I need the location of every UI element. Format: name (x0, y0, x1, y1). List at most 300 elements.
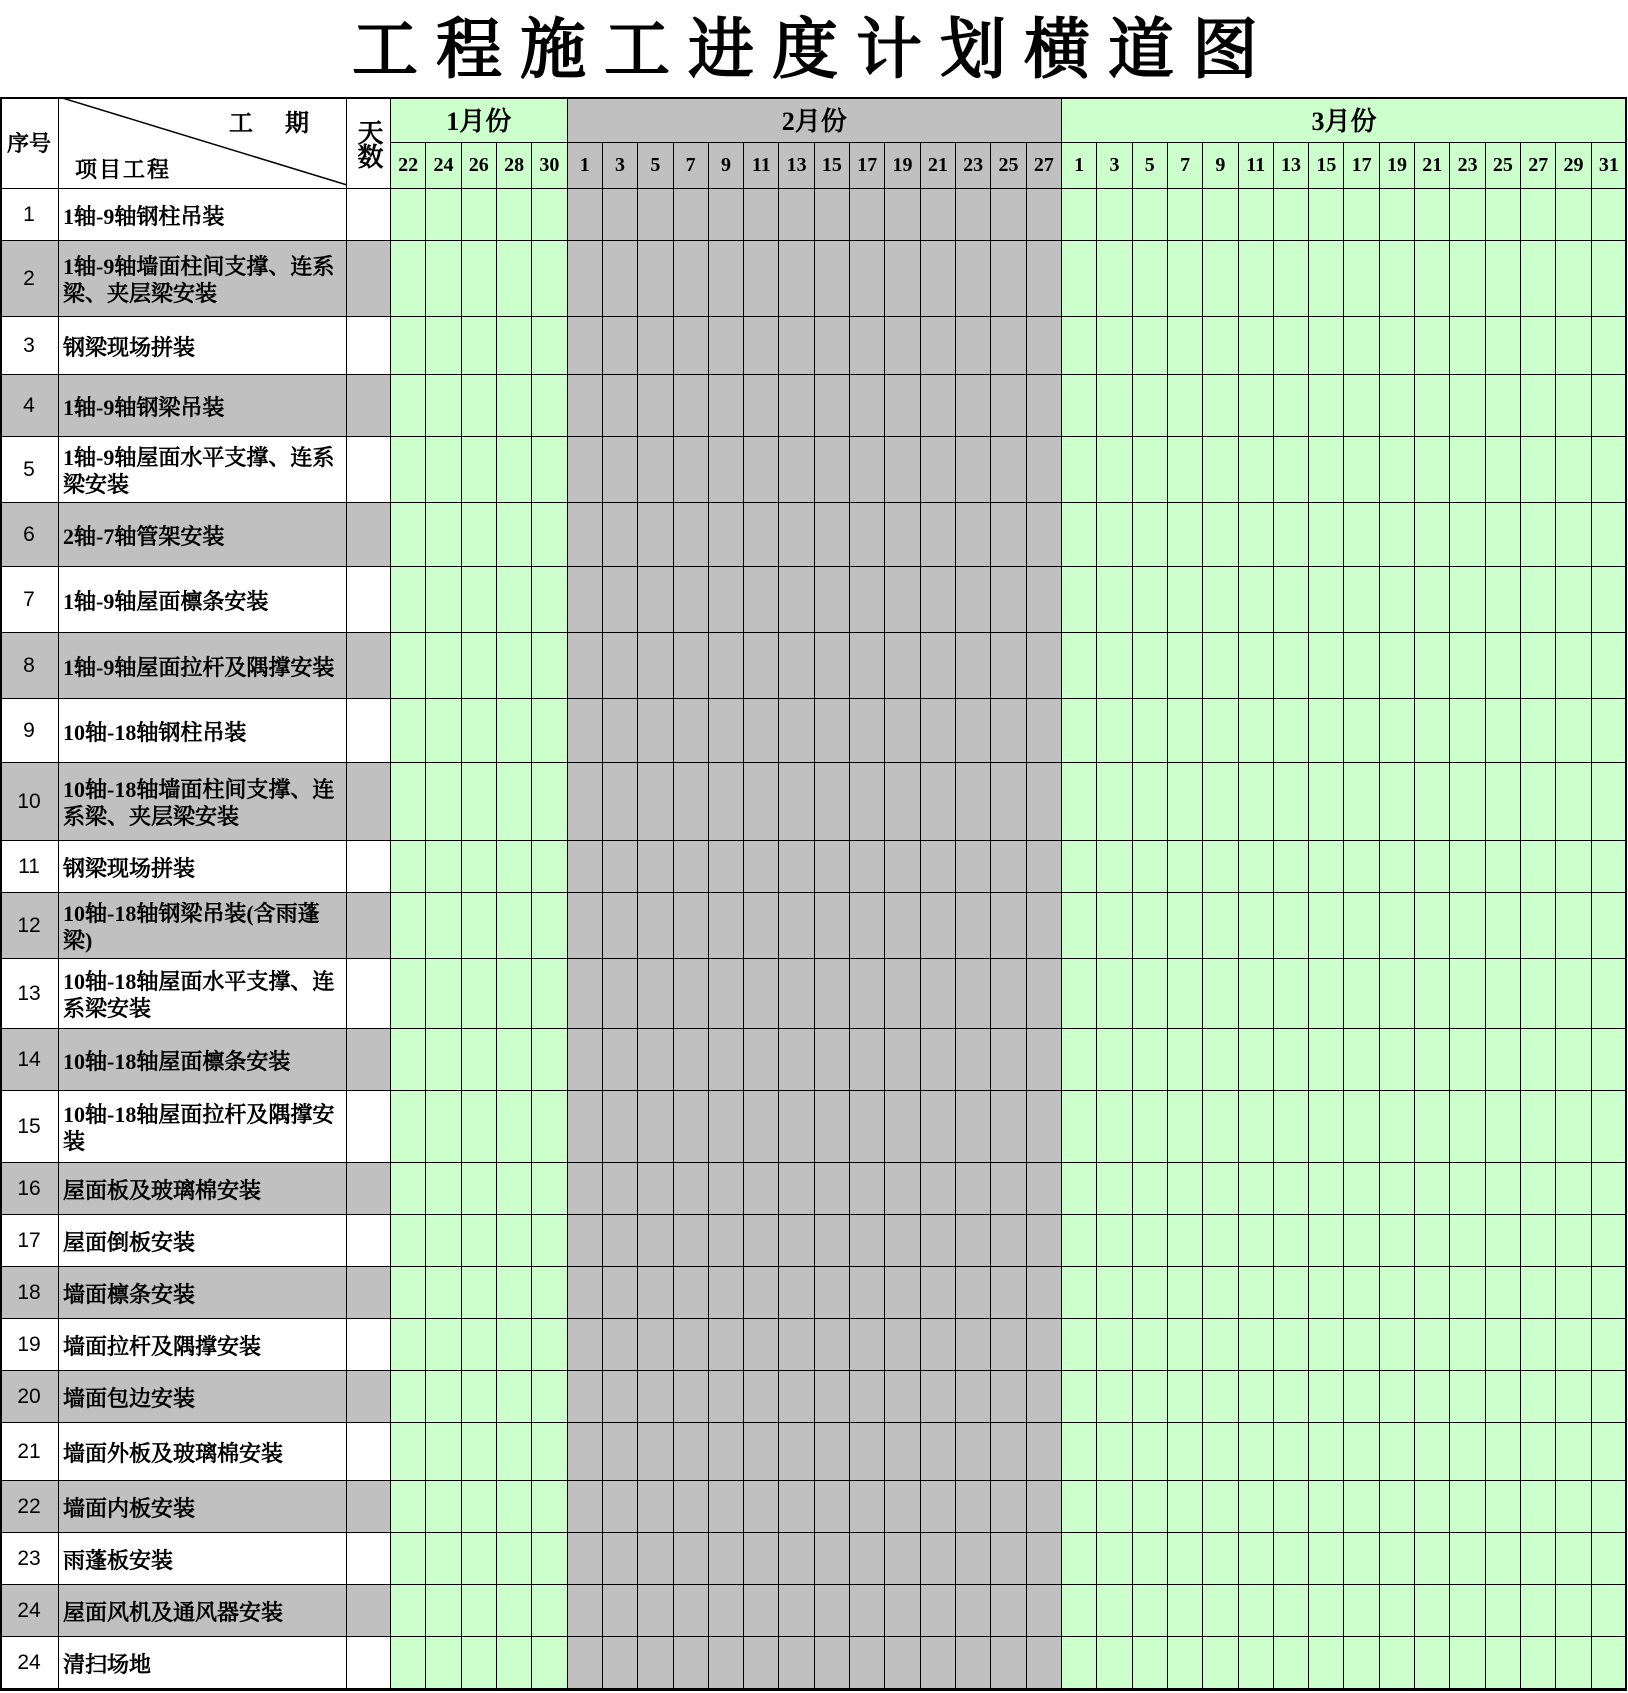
gantt-cell (1027, 1533, 1062, 1585)
row-seq-label: 24 (17, 1650, 41, 1674)
gantt-cell (497, 1215, 532, 1267)
gantt-cell (1521, 189, 1556, 241)
row-task (59, 1029, 347, 1091)
gantt-cell (462, 633, 497, 699)
gantt-cell (603, 375, 638, 437)
gantt-cell (709, 1267, 744, 1319)
gantt-cell (1592, 841, 1627, 893)
gantt-cell (850, 633, 885, 699)
gantt-cell (1450, 1267, 1485, 1319)
gantt-cell (1592, 633, 1627, 699)
gantt-cell (991, 375, 1026, 437)
gantt-cell (1450, 1637, 1485, 1689)
day-header (1592, 143, 1627, 189)
gantt-cell (1556, 503, 1591, 567)
gantt-cell (1486, 1215, 1521, 1267)
gantt-cell (1309, 1637, 1344, 1689)
gantt-cell (462, 763, 497, 841)
gantt-cell (1168, 1267, 1203, 1319)
gantt-cell (815, 959, 850, 1029)
gantt-cell (1274, 1267, 1309, 1319)
row-seq-label: 4 (23, 393, 35, 417)
gantt-cell (426, 1029, 461, 1091)
gantt-cell (1168, 763, 1203, 841)
row-task-label: 清扫场地 (63, 1651, 152, 1677)
gantt-cell (709, 959, 744, 1029)
gantt-cell (1027, 241, 1062, 317)
gantt-cell (532, 189, 567, 241)
gantt-cell (1062, 1533, 1097, 1585)
gantt-cell (815, 1267, 850, 1319)
gantt-cell (1239, 503, 1274, 567)
row-task (59, 1215, 347, 1267)
day-header-label: 7 (1180, 154, 1191, 176)
gantt-cell (568, 1163, 603, 1215)
gantt-cell (744, 633, 779, 699)
gantt-cell (1027, 189, 1062, 241)
gantt-cell (1380, 1319, 1415, 1371)
gantt-cell (991, 841, 1026, 893)
gantt-cell (1133, 633, 1168, 699)
gantt-cell (815, 1215, 850, 1267)
row-task (59, 1637, 347, 1689)
gantt-cell (885, 1029, 920, 1091)
gantt-cell (1556, 893, 1591, 959)
gantt-cell (850, 1091, 885, 1163)
gantt-cell (779, 241, 814, 317)
gantt-cell (1592, 1029, 1627, 1091)
gantt-cell (709, 567, 744, 633)
gantt-cell (815, 503, 850, 567)
gantt-cell (779, 503, 814, 567)
gantt-cell (815, 1585, 850, 1637)
gantt-cell (1097, 763, 1132, 841)
gantt-cell (1168, 1215, 1203, 1267)
day-header (1203, 143, 1238, 189)
row-days (347, 893, 391, 959)
gantt-cell (709, 375, 744, 437)
row-days (347, 1371, 391, 1423)
gantt-cell (744, 1319, 779, 1371)
gantt-cell (532, 1637, 567, 1689)
gantt-cell (885, 1267, 920, 1319)
gantt-cell (1521, 841, 1556, 893)
gantt-cell (1592, 1481, 1627, 1533)
gantt-cell (532, 893, 567, 959)
gantt-cell (1344, 503, 1379, 567)
row-days (347, 633, 391, 699)
gantt-cell (674, 633, 709, 699)
gantt-cell (779, 1423, 814, 1481)
month-header-3 (1062, 97, 1627, 143)
gantt-cell (1274, 1533, 1309, 1585)
gantt-cell (1203, 1091, 1238, 1163)
gantt-cell (1274, 317, 1309, 375)
gantt-cell (1521, 633, 1556, 699)
gantt-cell (744, 1029, 779, 1091)
gantt-cell (921, 959, 956, 1029)
gantt-cell (744, 189, 779, 241)
gantt-cell (1592, 437, 1627, 503)
gantt-cell (921, 633, 956, 699)
gantt-cell (391, 241, 426, 317)
row-days (347, 375, 391, 437)
gantt-cell (1168, 1163, 1203, 1215)
gantt-cell (956, 1319, 991, 1371)
day-header-label: 5 (650, 154, 661, 176)
gantt-cell (744, 699, 779, 763)
gantt-cell (1133, 1215, 1168, 1267)
gantt-cell (815, 1371, 850, 1423)
gantt-cell (638, 503, 673, 567)
gantt-cell (956, 437, 991, 503)
gantt-cell (1556, 1585, 1591, 1637)
gantt-cell (1062, 567, 1097, 633)
gantt-cell (1344, 1267, 1379, 1319)
gantt-cell (603, 1371, 638, 1423)
gantt-cell (568, 1481, 603, 1533)
gantt-cell (815, 1533, 850, 1585)
gantt-cell (709, 1423, 744, 1481)
gantt-cell (638, 1319, 673, 1371)
gantt-cell (497, 1423, 532, 1481)
gantt-cell (426, 1371, 461, 1423)
gantt-cell (779, 1481, 814, 1533)
gantt-cell (1133, 959, 1168, 1029)
gantt-cell (426, 189, 461, 241)
row-seq-label: 24 (17, 1598, 41, 1622)
gantt-cell (674, 959, 709, 1029)
row-days (347, 317, 391, 375)
gantt-cell (1309, 1319, 1344, 1371)
gantt-cell (1309, 375, 1344, 437)
gantt-cell (1203, 437, 1238, 503)
gantt-cell (1556, 567, 1591, 633)
gantt-cell (1556, 1319, 1591, 1371)
gantt-cell (1133, 1585, 1168, 1637)
gantt-cell (1521, 1319, 1556, 1371)
gantt-cell (709, 699, 744, 763)
gantt-cell (956, 317, 991, 375)
gantt-cell (1062, 1215, 1097, 1267)
gantt-cell (1274, 503, 1309, 567)
row-days (347, 763, 391, 841)
gantt-cell (850, 1267, 885, 1319)
gantt-cell (426, 1533, 461, 1585)
day-header (815, 143, 850, 189)
gantt-cell (885, 567, 920, 633)
gantt-cell (709, 1091, 744, 1163)
gantt-cell (1168, 699, 1203, 763)
gantt-cell (674, 699, 709, 763)
gantt-cell (1274, 1029, 1309, 1091)
gantt-cell (1486, 633, 1521, 699)
gantt-cell (709, 1481, 744, 1533)
gantt-cell (391, 1091, 426, 1163)
gantt-cell (462, 375, 497, 437)
gantt-cell (1027, 1423, 1062, 1481)
gantt-cell (497, 1585, 532, 1637)
gantt-cell (885, 959, 920, 1029)
gantt-cell (1415, 1585, 1450, 1637)
gantt-cell (1556, 1029, 1591, 1091)
gantt-cell (1097, 959, 1132, 1029)
gantt-cell (1556, 1215, 1591, 1267)
gantt-cell (956, 1423, 991, 1481)
gantt-cell (462, 317, 497, 375)
gantt-cell (568, 241, 603, 317)
gantt-cell (779, 1267, 814, 1319)
gantt-cell (1274, 1163, 1309, 1215)
row-seq-label: 11 (18, 854, 40, 878)
gantt-cell (1062, 317, 1097, 375)
day-header (1344, 143, 1379, 189)
gantt-cell (1239, 1637, 1274, 1689)
gantt-cell (1450, 633, 1485, 699)
gantt-cell (1062, 1029, 1097, 1091)
gantt-cell (1450, 1091, 1485, 1163)
gantt-cell (462, 1423, 497, 1481)
gantt-cell (674, 567, 709, 633)
gantt-cell (1592, 503, 1627, 567)
gantt-cell (709, 1371, 744, 1423)
gantt-cell (1415, 1091, 1450, 1163)
gantt-cell (1168, 1319, 1203, 1371)
row-seq-label: 15 (17, 1114, 41, 1138)
gantt-cell (532, 959, 567, 1029)
row-days (347, 841, 391, 893)
gantt-cell (1450, 189, 1485, 241)
gantt-cell (1027, 317, 1062, 375)
gantt-cell (391, 1371, 426, 1423)
gantt-cell (1380, 1637, 1415, 1689)
gantt-cell (391, 317, 426, 375)
gantt-cell (744, 375, 779, 437)
gantt-cell (462, 437, 497, 503)
gantt-cell (462, 1163, 497, 1215)
gantt-cell (1062, 1163, 1097, 1215)
gantt-cell (709, 189, 744, 241)
gantt-cell (638, 1163, 673, 1215)
gantt-cell (1556, 1533, 1591, 1585)
gantt-cell (1239, 1319, 1274, 1371)
gantt-cell (1309, 893, 1344, 959)
row-task-label: 10轴-18轴屋面水平支撑、连系梁安装 (63, 969, 335, 1021)
day-header (638, 143, 673, 189)
gantt-cell (850, 317, 885, 375)
gantt-cell (1097, 1585, 1132, 1637)
gantt-cell (1168, 1481, 1203, 1533)
gantt-cell (1592, 189, 1627, 241)
row-task-label: 1轴-9轴屋面水平支撑、连系梁安装 (63, 445, 335, 497)
row-seq (0, 763, 59, 841)
gantt-cell (1133, 1533, 1168, 1585)
day-header (1027, 143, 1062, 189)
gantt-cell (1344, 763, 1379, 841)
gantt-cell (462, 959, 497, 1029)
header-days-label: 天数 (353, 118, 383, 167)
gantt-cell (1521, 437, 1556, 503)
gantt-cell (462, 841, 497, 893)
gantt-cell (391, 567, 426, 633)
gantt-cell (497, 189, 532, 241)
gantt-cell (779, 1637, 814, 1689)
row-task (59, 841, 347, 893)
gantt-cell (709, 503, 744, 567)
gantt-cell (1168, 437, 1203, 503)
row-task (59, 763, 347, 841)
gantt-cell (885, 503, 920, 567)
gantt-cell (1168, 959, 1203, 1029)
gantt-cell (885, 1637, 920, 1689)
day-header-label: 11 (751, 154, 771, 176)
gantt-cell (815, 699, 850, 763)
gantt-cell (426, 1481, 461, 1533)
gantt-cell (1239, 699, 1274, 763)
gantt-cell (1556, 699, 1591, 763)
row-task-label: 1轴-9轴钢柱吊装 (63, 203, 225, 229)
gantt-cell (956, 1371, 991, 1423)
gantt-cell (1415, 1163, 1450, 1215)
gantt-cell (709, 893, 744, 959)
gantt-cell (568, 1371, 603, 1423)
day-header-label: 13 (1281, 154, 1301, 176)
gantt-cell (709, 1319, 744, 1371)
row-seq (0, 1371, 59, 1423)
gantt-cell (674, 1423, 709, 1481)
gantt-cell (744, 241, 779, 317)
gantt-cell (1274, 567, 1309, 633)
gantt-cell (638, 1637, 673, 1689)
gantt-cell (603, 893, 638, 959)
row-days (347, 1637, 391, 1689)
gantt-cell (921, 437, 956, 503)
gantt-cell (1556, 1163, 1591, 1215)
gantt-cell (779, 841, 814, 893)
gantt-cell (1380, 699, 1415, 763)
gantt-cell (1168, 633, 1203, 699)
gantt-cell (991, 1319, 1026, 1371)
row-seq (0, 1533, 59, 1585)
gantt-cell (1097, 189, 1132, 241)
gantt-cell (1309, 1533, 1344, 1585)
gantt-cell (391, 1163, 426, 1215)
day-header-label: 9 (720, 154, 731, 176)
gantt-cell (1097, 1481, 1132, 1533)
gantt-cell (1203, 1215, 1238, 1267)
row-seq-label: 3 (23, 333, 35, 357)
gantt-cell (815, 1163, 850, 1215)
gantt-cell (1592, 959, 1627, 1029)
gantt-cell (497, 959, 532, 1029)
row-task-label: 1轴-9轴墙面柱间支撑、连系梁、夹层梁安装 (63, 254, 335, 306)
row-task (59, 1319, 347, 1371)
gantt-cell (815, 375, 850, 437)
gantt-cell (1521, 1267, 1556, 1319)
gantt-cell (1344, 1029, 1379, 1091)
gantt-cell (568, 1637, 603, 1689)
gantt-cell (1027, 633, 1062, 699)
gantt-cell (1415, 893, 1450, 959)
gantt-cell (850, 1163, 885, 1215)
gantt-cell (1027, 437, 1062, 503)
gantt-cell (1309, 1267, 1344, 1319)
row-days (347, 437, 391, 503)
day-header-label: 1 (579, 154, 590, 176)
row-seq (0, 1319, 59, 1371)
gantt-cell (674, 763, 709, 841)
gantt-cell (674, 1091, 709, 1163)
row-task-label: 钢梁现场拼装 (63, 334, 196, 360)
gantt-cell (1521, 1091, 1556, 1163)
page-title: 工程施工进度计划横道图 (352, 11, 1276, 88)
row-days (347, 699, 391, 763)
row-seq (0, 1029, 59, 1091)
row-task-label: 雨蓬板安装 (63, 1547, 174, 1573)
gantt-cell (568, 437, 603, 503)
row-seq (0, 375, 59, 437)
gantt-cell (1062, 959, 1097, 1029)
gantt-cell (462, 1637, 497, 1689)
gantt-cell (1239, 893, 1274, 959)
gantt-cell (744, 503, 779, 567)
gantt-cell (391, 1267, 426, 1319)
gantt-cell (1133, 241, 1168, 317)
gantt-cell (815, 633, 850, 699)
gantt-cell (568, 567, 603, 633)
gantt-cell (568, 893, 603, 959)
gantt-cell (1062, 1091, 1097, 1163)
gantt-cell (991, 503, 1026, 567)
row-seq (0, 893, 59, 959)
gantt-cell (885, 699, 920, 763)
gantt-cell (709, 241, 744, 317)
row-task (59, 567, 347, 633)
gantt-cell (638, 1029, 673, 1091)
row-seq (0, 567, 59, 633)
gantt-cell (1486, 763, 1521, 841)
gantt-cell (1521, 959, 1556, 1029)
gantt-cell (1027, 503, 1062, 567)
gantt-cell (462, 1091, 497, 1163)
gantt-cell (497, 437, 532, 503)
gantt-cell (1133, 763, 1168, 841)
row-task-label: 2轴-7轴管架安装 (63, 523, 225, 549)
gantt-cell (497, 1163, 532, 1215)
gantt-cell (921, 1091, 956, 1163)
gantt-cell (1027, 1585, 1062, 1637)
gantt-cell (1592, 567, 1627, 633)
gantt-cell (815, 1637, 850, 1689)
gantt-cell (1592, 763, 1627, 841)
gantt-cell (1415, 1637, 1450, 1689)
gantt-cell (1239, 317, 1274, 375)
gantt-cell (532, 241, 567, 317)
gantt-cell (1592, 699, 1627, 763)
gantt-cell (921, 1029, 956, 1091)
gantt-cell (991, 189, 1026, 241)
gantt-cell (1380, 1371, 1415, 1423)
row-seq (0, 1163, 59, 1215)
gantt-cell (1239, 241, 1274, 317)
row-task (59, 241, 347, 317)
gantt-cell (1486, 375, 1521, 437)
day-header (921, 143, 956, 189)
gantt-cell (603, 841, 638, 893)
gantt-cell (885, 633, 920, 699)
gantt-cell (1062, 437, 1097, 503)
gantt-cell (1521, 1585, 1556, 1637)
